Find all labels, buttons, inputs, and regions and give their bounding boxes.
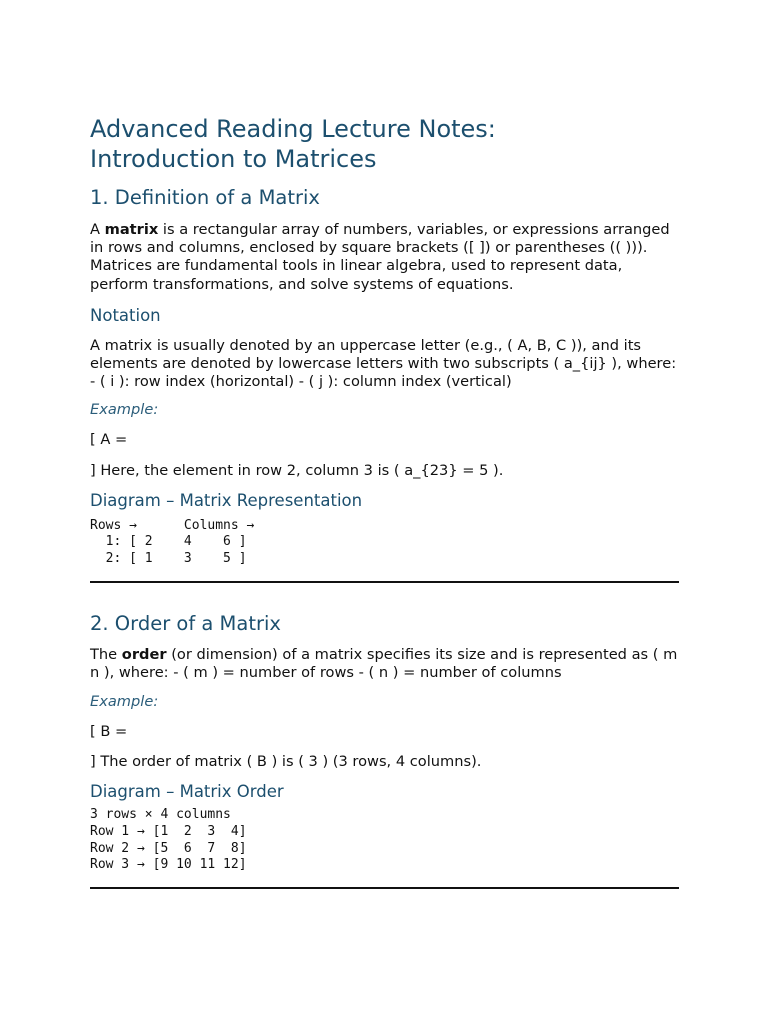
matrix-representation-diagram: Rows → Columns → 1: [ 2 4 6 ] 2: [ 1 3 5 ] <box>90 517 255 567</box>
diagram-1-heading: Diagram – Matrix Representation <box>90 490 363 510</box>
notation-heading: Notation <box>90 305 161 325</box>
diagram-2-heading: Diagram – Matrix Order <box>90 782 284 802</box>
definition-text-start: A <box>90 221 105 238</box>
example-2-line-1: [ B = <box>90 723 128 741</box>
example-1-line-2: ] Here, the element in row 2, column 3 is ( a_{23} = 5 ). <box>90 461 504 479</box>
section-1-heading: 1. Definition of a Matrix <box>90 186 320 209</box>
title-line-1: Advanced Reading Lecture Notes: <box>90 115 496 143</box>
order-text-start: The <box>90 645 122 663</box>
example-1-line-1: [ A = <box>90 431 128 449</box>
example-2-line-2: ] The order of matrix ( B ) is ( 3 ) (3 rows, 4 columns). <box>90 753 482 771</box>
page-title <box>90 114 679 174</box>
section-divider-1 <box>90 581 679 583</box>
order-text-rest: (or dimension) of a matrix specifies its size and is represented as ( m n ), where: - ( m ) = number of rows - ( n ) = number of columns <box>90 645 678 681</box>
definition-text-rest: is a rectangular array of numbers, variables, or expressions arranged in rows and columns, enclosed by square brackets ([ ]) or parentheses (( ))). Matrices are fundamental tools in linear algebra, used to represent data, perform transformations, and solve systems of equations. <box>90 221 670 293</box>
matrix-order-diagram: 3 rows × 4 columns Row 1 → [1 2 3 4] Row 2 → [5 6 7 8] Row 3 → [9 10 11 12] <box>90 807 247 873</box>
lecture-notes-page <box>90 114 679 889</box>
example-label-2: Example: <box>90 693 159 711</box>
order-term: order <box>121 645 167 663</box>
section-2-heading: 2. Order of a Matrix <box>90 611 281 635</box>
title-line-2: Introduction to Matrices <box>90 145 377 173</box>
definition-paragraph <box>90 221 679 294</box>
definition-term: matrix <box>104 221 159 238</box>
order-paragraph <box>90 646 679 682</box>
notation-paragraph: A matrix is usually denoted by an uppercase letter (e.g., ( A, B, C )), and its elements are denoted by lowercase letters with two subscripts ( a_{ij} ), where: - ( i ): row index (horizontal) - ( j ): column index (vertical) <box>90 336 677 391</box>
section-divider-2 <box>90 887 679 889</box>
example-label-1: Example: <box>90 401 159 419</box>
